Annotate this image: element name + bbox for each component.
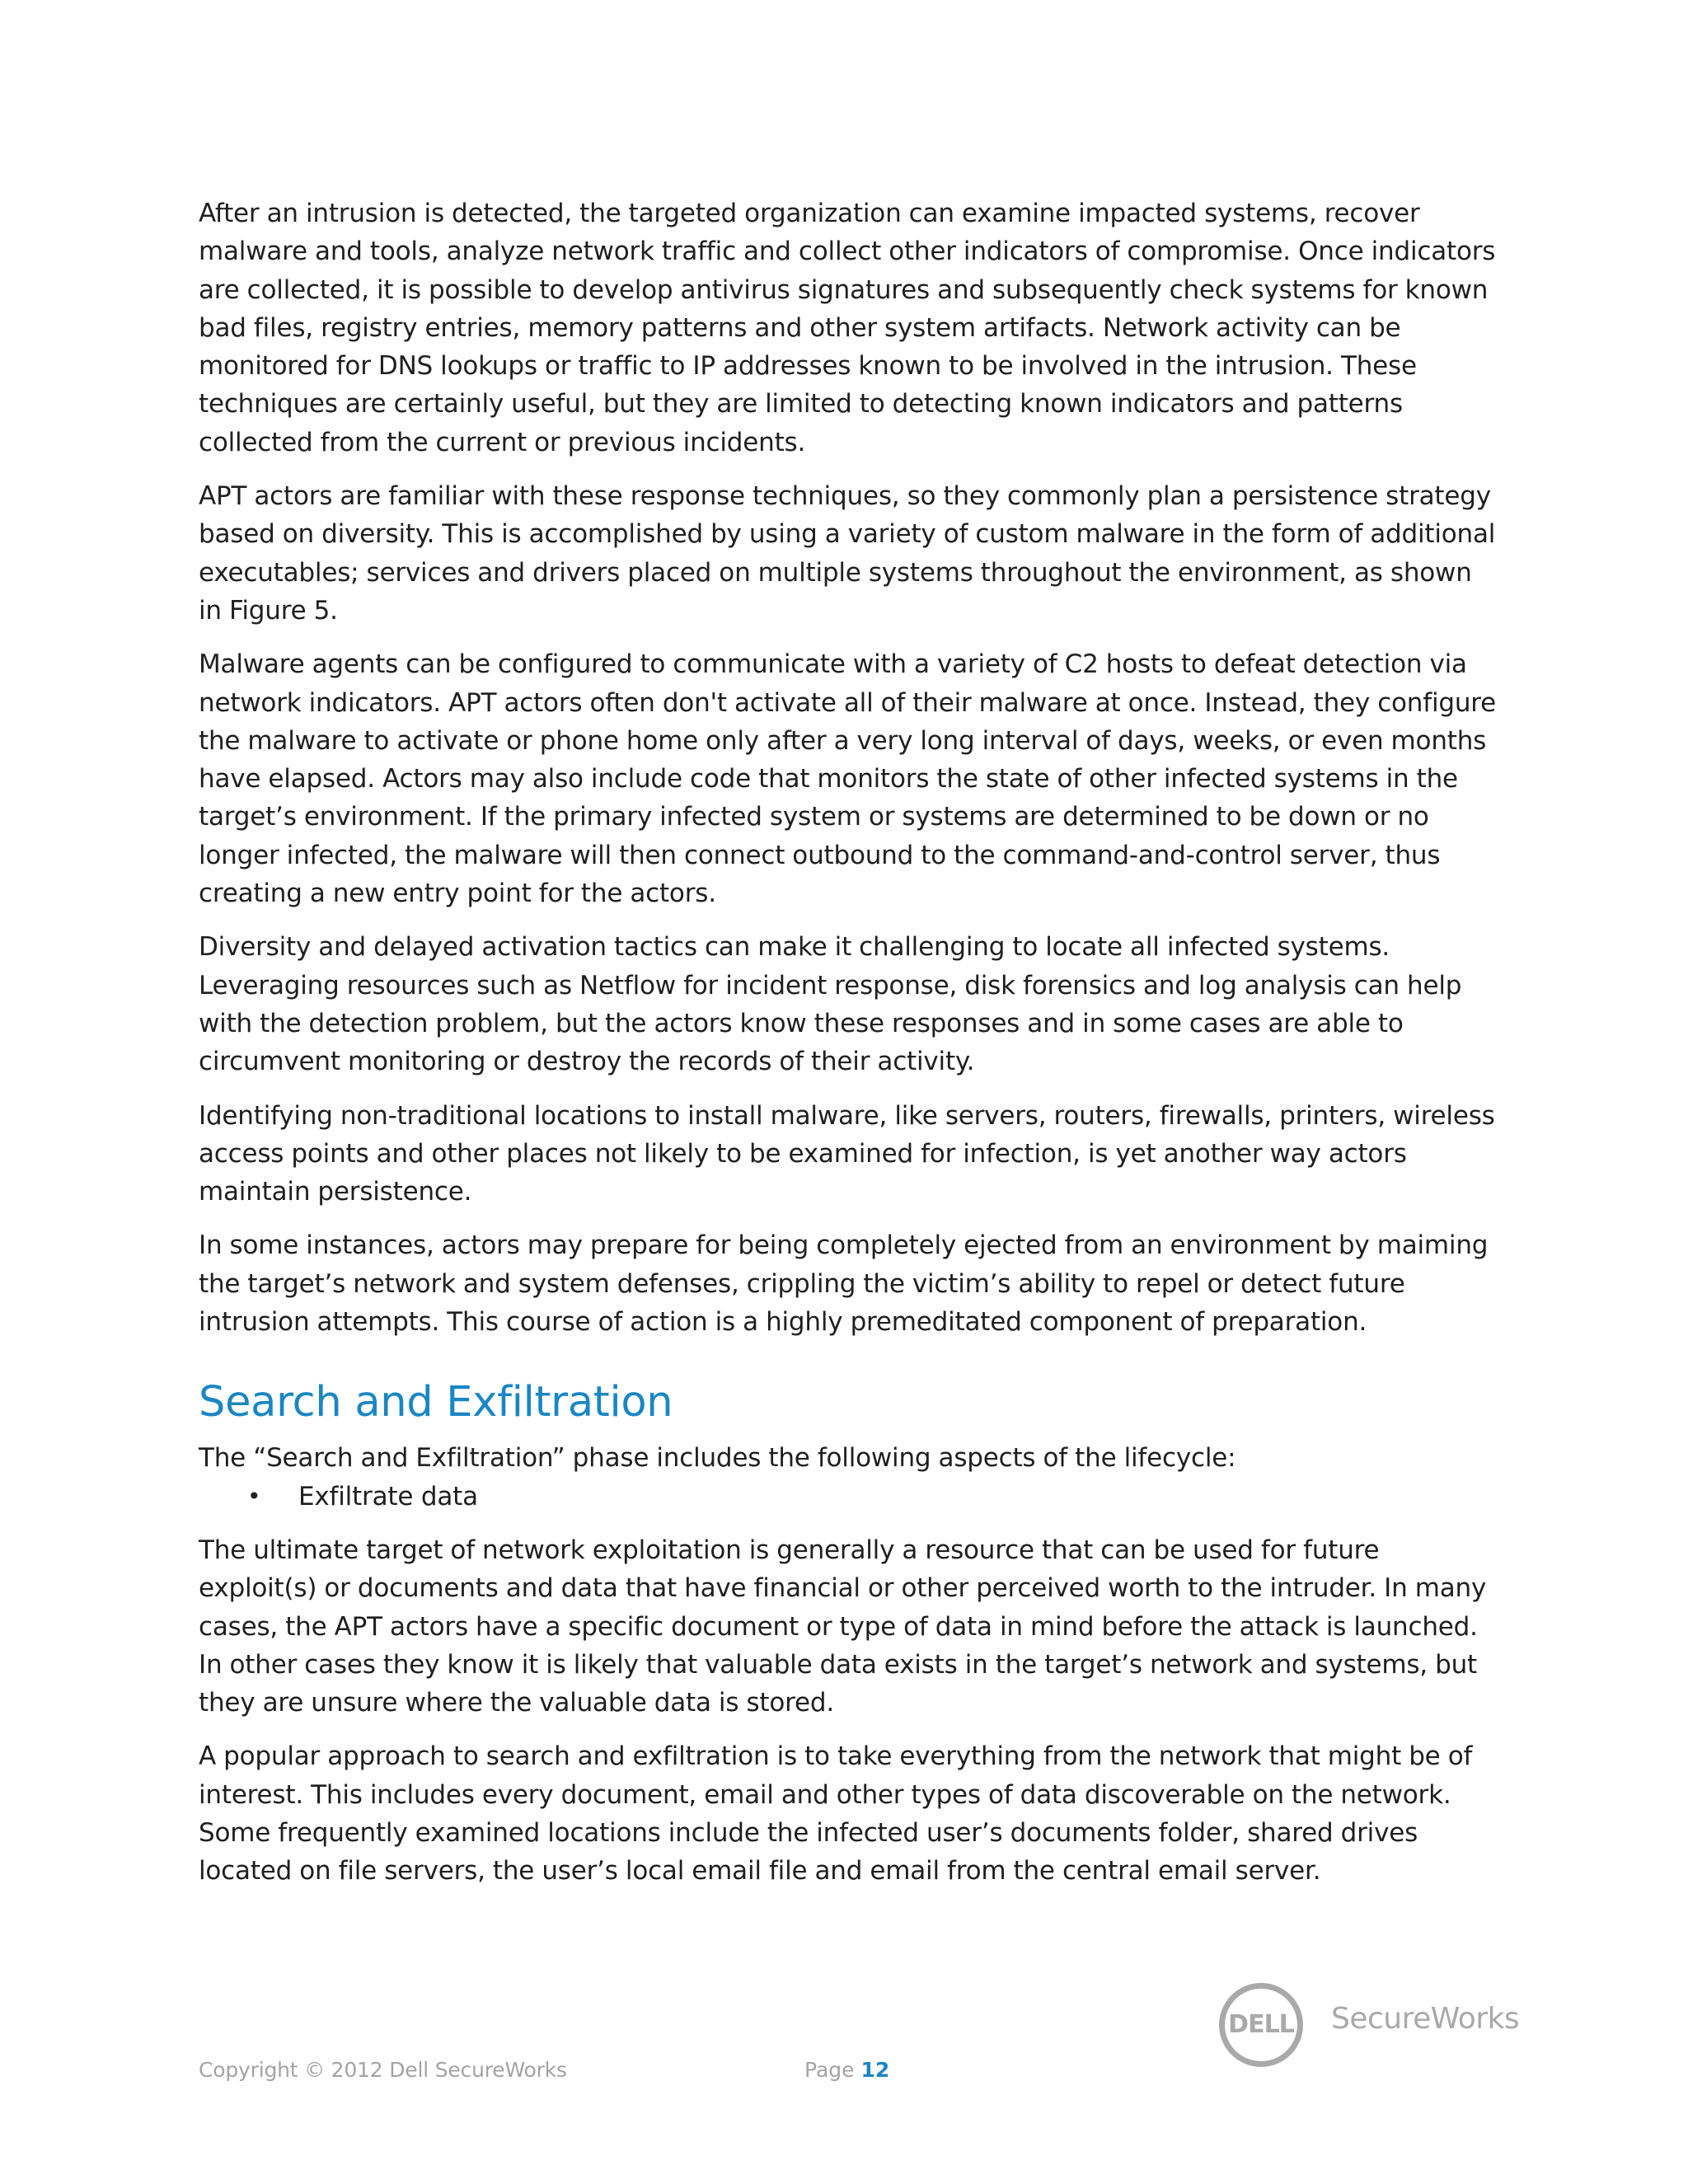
page-number: 12 (860, 2058, 890, 2082)
paragraph: APT actors are familiar with these response techniques, so they commonly plan a persistence strategy based on diversity. This is accomplished by using a variety of custom malware in the form of additional executables; services and drivers placed on multiple systems throughout the environment, as shown in Figure 5. (199, 481, 1496, 626)
bullet-text: Exfiltrate data (298, 1481, 478, 1511)
bullet-list (199, 1478, 1497, 1516)
footer-page-indicator (804, 2057, 889, 2083)
section-intro: The “Search and Exfiltration” phase includes the following aspects of the lifecycle: (199, 1443, 1236, 1474)
secureworks-wordmark: SecureWorks (1331, 2002, 1520, 2036)
paragraph: The ultimate target of network exploitation is generally a resource that can be used for future exploit(s) or documents and data that have financial or other perceived worth to the intruder. In many cases, the APT actors have a specific document or type of data in mind before the attack is launched. In other cases they know it is likely that valuable data exists in the target’s network and systems, but they are unsure where the valuable data is stored. (199, 1535, 1487, 1718)
paragraph: Diversity and delayed activation tactics can make it challenging to locate all infected systems. Leveraging resources such as Netflow for incident response, disk forensics and log analysis can help with the detection problem, but the actors know these responses and in some cases are able to circumvent monitoring or destroy the records of their activity. (199, 932, 1462, 1077)
paragraph: A popular approach to search and exfiltration is to take everything from the network that might be of interest. This includes every document, email and other types of data discoverable on the network. Some frequently examined locations include the infected user’s documents folder, shared drives located on file servers, the user’s local email file and email from the central email server. (199, 1741, 1473, 1886)
bullet-icon: • (247, 1482, 261, 1510)
bullet-item (199, 1478, 1497, 1516)
paragraph: Identifying non-traditional locations to install malware, like servers, routers, firewalls, printers, wireless access points and other places not likely to be examined for infection, is yet another way actors maintain persistence. (199, 1100, 1495, 1207)
section-heading: Search and Exfiltration (199, 1378, 673, 1427)
paragraph: In some instances, actors may prepare for being completely ejected from an environment by maiming the target’s network and system defenses, crippling the victim’s ability to repel or detect future intrusion attempts. This course of action is a highly premeditated component of preparation. (199, 1230, 1489, 1338)
footer-copyright: Copyright © 2012 Dell SecureWorks (199, 2058, 567, 2082)
paragraph: After an intrusion is detected, the targeted organization can examine impacted systems, recover malware and tools, analyze network traffic and collect other indicators of compromise. Once indicators are collected, it is possible to develop antivirus signatures and subsequently check systems for known bad files, registry entries, memory patterns and other system artifacts. Network activity can be monitored for DNS lookups or traffic to IP addresses known to be involved in the intrusion. These techniques are certainly useful, but they are limited to detecting known indicators and patterns collected from the current or previous incidents. (199, 199, 1496, 457)
dell-logo-mark: DELL (1228, 2010, 1294, 2039)
page-label: Page (804, 2058, 855, 2082)
page-content (199, 194, 1497, 1906)
paragraph: Malware agents can be configured to communicate with a variety of C2 hosts to defeat detection via network indicators. APT actors often don't activate all of their malware at once. Instead, they configure the malware to activate or phone home only after a very long interval of days, weeks, or even months have elapsed. Actors may also include code that monitors the state of other infected systems in the target’s environment. If the primary infected system or systems are determined to be down or no longer infected, the malware will then connect outbound to the command-and-control server, thus creating a new entry point for the actors. (199, 649, 1497, 909)
dell-secureworks-logo (1219, 1981, 1520, 2080)
